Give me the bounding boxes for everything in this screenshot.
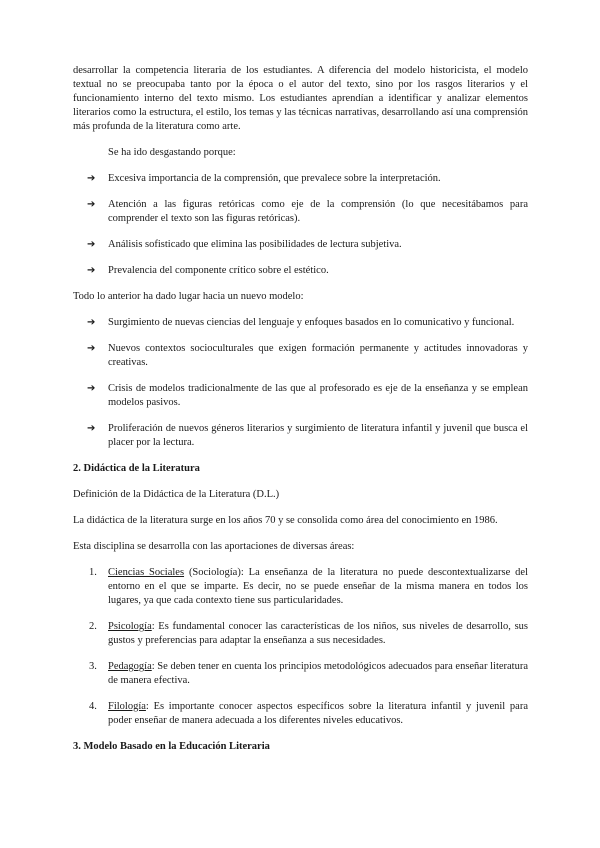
new-model-intro: Todo lo anterior ha dado lugar hacia un nuevo modelo: (73, 291, 304, 302)
arrow-icon: ➔ (87, 265, 96, 276)
arrow-icon: ➔ (87, 317, 96, 328)
document-page (73, 64, 528, 766)
discipline-term: Psicología (108, 621, 152, 632)
list-item: 4. Filología: Es importante conocer aspectos específicos sobre la literatura infantil y juvenil para poder enseñar de manera adecuada a los diferentes niveles educativos. (89, 701, 528, 726)
section-3-heading: 3. Modelo Basado en la Educación Literaria (73, 741, 270, 752)
list-item: ➔ Prevalencia del componente crítico sobre el estético. (87, 265, 329, 276)
origin-sentence: La didáctica de la literatura surge en los años 70 y se consolida como área del conocimiento en 1986. (73, 515, 498, 526)
list-item: 2. Psicología: Es fundamental conocer las características de los niños, sus niveles de desarrollo, sus gustos y preferencias para adaptar la enseñanza a sus necesidades. (89, 621, 528, 646)
wear-intro: Se ha ido desgastando porque: (108, 147, 236, 158)
arrow-icon: ➔ (87, 423, 96, 434)
list-item: 3. Pedagogía: Se deben tener en cuenta los principios metodológicos adecuados para enseñar literatura de manera efectiva. (89, 661, 528, 686)
disciplines-intro: Esta disciplina se desarrolla con las aportaciones de diversas áreas: (73, 541, 355, 552)
list-item: ➔ Análisis sofisticado que elimina las posibilidades de lectura subjetiva. (87, 239, 402, 250)
arrow-icon: ➔ (87, 239, 96, 250)
list-item: ➔ Proliferación de nuevos géneros literarios y surgimiento de literatura infantil y juvenil que busca el placer por la lectura. (87, 423, 528, 448)
definition-title: Definición de la Didáctica de la Literatura (D.L.) (73, 489, 280, 500)
list-item: 1. Ciencias Sociales (Sociología): La enseñanza de la literatura no puede descontextualizarse del entorno en el que se imparte. Es decir, no se puede enseñar de la misma manera en todos los lugares, ya que cada contexto tiene sus particularidades. (89, 567, 528, 606)
new-model-causes-list (73, 316, 528, 450)
wear-reasons-list (73, 172, 528, 278)
discipline-term: Filología (108, 701, 146, 712)
list-item: ➔ Nuevos contextos socioculturales que exigen formación permanente y actitudes innovadoras y creativas. (87, 343, 528, 368)
arrow-icon: ➔ (87, 199, 96, 210)
arrow-icon: ➔ (87, 383, 96, 394)
list-item: ➔ Surgimiento de nuevas ciencias del lenguaje y enfoques basados en lo comunicativo y funcional. (87, 317, 515, 328)
list-item: ➔ Atención a las figuras retóricas como eje de la comprensión (lo que necesitábamos para comprender el texto son las figuras retóricas). (87, 199, 528, 224)
list-item: ➔ Excesiva importancia de la comprensión, que prevalece sobre la interpretación. (87, 173, 441, 184)
list-item: ➔ Crisis de modelos tradicionalmente de las que al profesorado es eje de la enseñanza y se emplean modelos pasivos. (87, 383, 528, 408)
section-2-heading: 2. Didáctica de la Literatura (73, 463, 200, 474)
disciplines-list (73, 566, 528, 728)
arrow-icon: ➔ (87, 343, 96, 354)
intro-paragraph: desarrollar la competencia literaria de los estudiantes. A diferencia del modelo historicista, el modelo textual no se preocupaba tanto por la época o el autor del texto, sino por los rasgos literarios y el funcionamiento interno del texto mismo. Los estudiantes aprendían a identificar y analizar elementos literarios como la estructura, el estilo, los temas y las técnicas narrativas, desarrollando así una comprensión más profunda de la literatura como arte. (73, 65, 528, 132)
arrow-icon: ➔ (87, 173, 96, 184)
discipline-term: Pedagogía (108, 661, 152, 672)
discipline-term: Ciencias Sociales (108, 567, 185, 578)
